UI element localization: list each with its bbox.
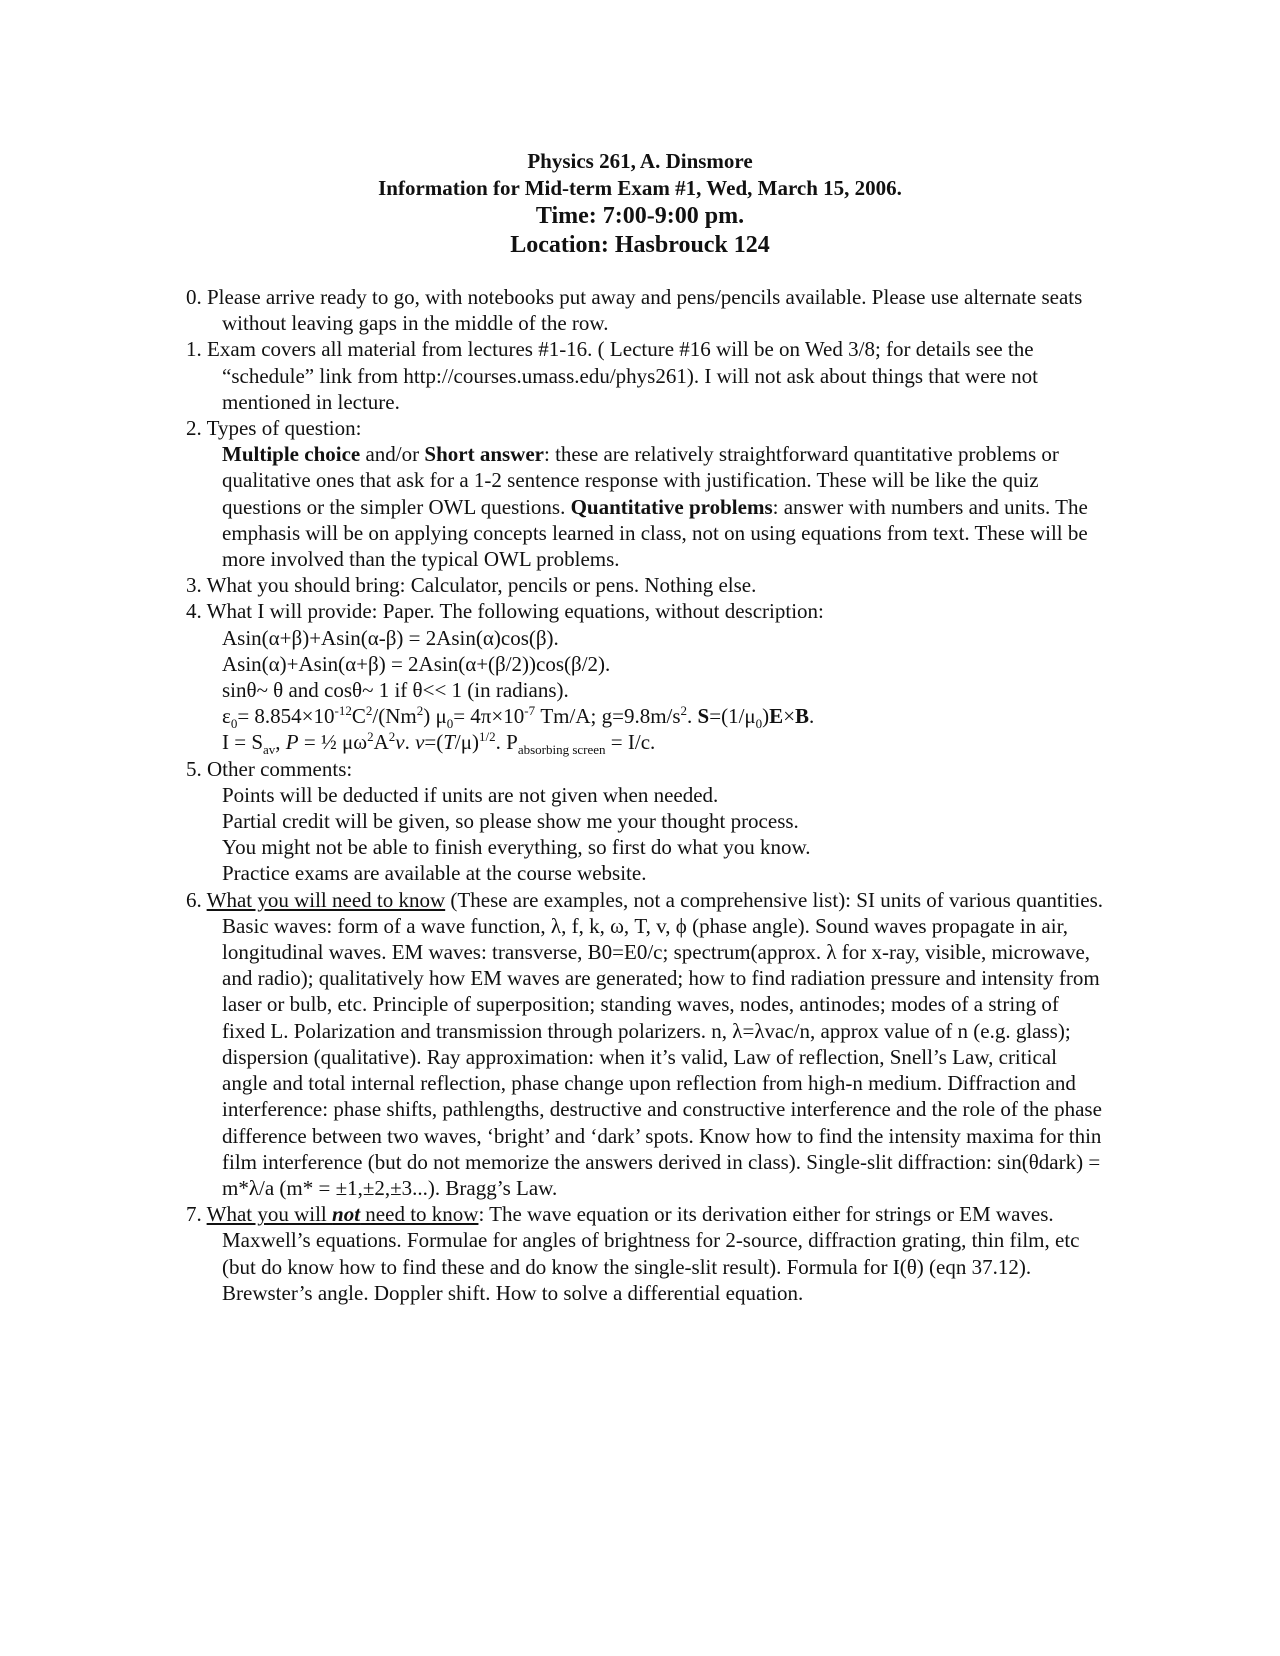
exam-location: Location: Hasbrouck 124 bbox=[510, 232, 770, 258]
comment-1: Points will be deducted if units are not given when needed. bbox=[222, 782, 719, 807]
document-body bbox=[186, 284, 1106, 1306]
eq-sub: av bbox=[263, 742, 276, 758]
item-5-heading: 5. Other comments: bbox=[186, 756, 353, 781]
eq-text: A bbox=[373, 730, 389, 755]
eq-text: . bbox=[687, 704, 698, 729]
eq-text: /μ) bbox=[454, 730, 480, 755]
eq-text: Tm/A; g=9.8m/s bbox=[535, 704, 681, 729]
not-need-label bbox=[207, 1202, 479, 1226]
eq-sub: 0 bbox=[755, 716, 763, 732]
item-1: 1. Exam covers all material from lectures #1-16. ( Lecture #16 will be on Wed 3/8; for details see the “schedule” link from http://courses.umass.edu/phys261). I will not ask about things that were not mentioned in lecture. bbox=[186, 337, 1038, 414]
item-0: 0. Please arrive ready to go, with notebooks put away and pens/pencils available. Please use alternate seats without leaving gaps in the middle of the row. bbox=[186, 285, 1083, 336]
andor-text: and/or bbox=[360, 442, 425, 467]
question-types-text-1: : these are relatively straightforward quantitative problems or qualitative ones that ask for a 1-2 sentence response with justification. These will be like the quiz questions or the simpler OWL questions. bbox=[222, 442, 1059, 519]
eq-sup: -12 bbox=[334, 703, 352, 719]
eq-sub: 0 bbox=[446, 716, 454, 732]
eq-bold: B bbox=[795, 704, 810, 729]
eq-text: = 4π×10 bbox=[453, 704, 525, 729]
eq-italic: T bbox=[443, 730, 455, 755]
course-title: Physics 261, A. Dinsmore bbox=[527, 149, 753, 173]
comment-2: Partial credit will be given, so please show me your thought process. bbox=[222, 809, 799, 834]
eq-text: C bbox=[351, 704, 366, 729]
short-answer-label: Short answer bbox=[424, 442, 544, 467]
eq-text: = 8.854×10 bbox=[237, 704, 335, 729]
item-3: 3. What you should bring: Calculator, pencils or pens. Nothing else. bbox=[186, 573, 757, 598]
eq-italic: v bbox=[415, 730, 425, 755]
eq-text: I = S bbox=[222, 730, 264, 755]
eq-text: =( bbox=[424, 730, 444, 755]
eq-text: ) μ bbox=[423, 704, 447, 729]
eq-text: = ½ μω bbox=[298, 730, 368, 755]
eq-sub: 0 bbox=[230, 716, 238, 732]
eq-sup: -7 bbox=[524, 703, 536, 719]
eq-text: = I/c. bbox=[605, 730, 656, 755]
eq-italic: P bbox=[285, 730, 299, 755]
eq-text: . bbox=[404, 730, 416, 755]
comment-3: You might not be able to finish everything, so first do what you know. bbox=[222, 835, 811, 860]
item-7 bbox=[186, 1201, 1106, 1306]
eq-sup: 2 bbox=[416, 703, 424, 719]
need-to-know-text: (These are examples, not a comprehensive list): SI units of various quantities. Basic waves: form of a wave function, λ, f, k, ω, T, v, ϕ (phase angle). Sound waves propagate in air, longitudinal waves. EM waves: transverse, B0=E0/c; spectrum(approx. λ for x-ray, visible, microwave, and radio); qualitatively how EM waves are generated; how to find radiation pressure and intensity from laser or bulb, etc. Principle of superposition; standing waves, nodes, antinodes; modes of a string of fixed L. Polarization and transmission through polarizers. n, λ=λvac/n, approx value of n (e.g. glass); dispersion (qualitative). Ray approximation: when it’s valid, Law of reflection, Snell’s Law, critical angle and total internal reflection, phase change upon reflection from high-n medium. Diffraction and interference: phase shifts, pathlengths, destructive and constructive interference and the role of the phase difference between two waves, ‘bright’ and ‘dark’ spots. Know how to find the intensity maxima for thin film interference (but do not memorize the answers derived in class). Single-slit diffraction: sin(θdark) = m*λ/a (m* = ±1,±2,±3...). Bragg’s Law. bbox=[222, 887, 1104, 1200]
eq-sup: 2 bbox=[365, 703, 373, 719]
quantitative-problems-label: Quantitative problems bbox=[570, 494, 773, 519]
item-number: 6. bbox=[186, 887, 207, 912]
eq-italic: v bbox=[395, 730, 405, 755]
exam-info-title: Information for Mid-term Exam #1, Wed, March 15, 2006. bbox=[378, 176, 902, 200]
equation-1: Asin(α+β)+Asin(α-β) = 2Asin(α)cos(β). bbox=[222, 625, 559, 650]
item-number: 7. bbox=[186, 1202, 207, 1227]
label-part: What you will bbox=[206, 1202, 333, 1227]
eq-text: × bbox=[783, 704, 796, 729]
item-4-heading: 4. What I will provide: Paper. The following equations, without description: bbox=[186, 599, 824, 624]
eq-text: /(Nm bbox=[372, 704, 417, 729]
equation-2: Asin(α)+Asin(α+β) = 2Asin(α+(β/2))cos(β/2). bbox=[222, 651, 611, 676]
equation-5 bbox=[186, 729, 1106, 758]
need-to-know-label: What you will need to know bbox=[206, 887, 446, 912]
item-2-heading: 2. Types of question: bbox=[186, 416, 362, 441]
item-6 bbox=[186, 887, 1106, 1201]
comment-4: Practice exams are available at the course website. bbox=[222, 861, 647, 886]
exam-time: Time: 7:00-9:00 pm. bbox=[535, 203, 745, 229]
eq-text: ) bbox=[762, 704, 770, 729]
document-header bbox=[0, 148, 1280, 260]
eq-text: . bbox=[809, 704, 815, 729]
multiple-choice-label: Multiple choice bbox=[222, 442, 361, 467]
eq-sub: absorbing screen bbox=[517, 742, 606, 758]
eq-text: , bbox=[275, 730, 286, 755]
eq-text: ε bbox=[222, 704, 231, 729]
label-emphasis: not bbox=[332, 1202, 361, 1227]
eq-sup: 1/2 bbox=[479, 729, 496, 745]
equation-3: sinθ~ θ and cosθ~ 1 if θ<< 1 (in radians). bbox=[222, 678, 569, 703]
eq-sup: 2 bbox=[388, 729, 396, 745]
eq-sup: 2 bbox=[367, 729, 374, 745]
not-need-text: : The wave equation or its derivation either for strings or EM waves. Maxwell’s equations. Formulae for angles of brightness for 2-source, diffraction grating, thin film, etc (but do know how to find these and do know the single-slit result). Formula for I(θ) (eqn 37.12). Brewster’s angle. Doppler shift. How to solve a differential equation. bbox=[222, 1202, 1080, 1305]
eq-text: . P bbox=[495, 730, 518, 755]
eq-bold: S bbox=[697, 704, 710, 729]
eq-bold: E bbox=[769, 704, 784, 729]
eq-text: =(1/μ bbox=[709, 704, 756, 729]
item-2-body bbox=[186, 441, 1106, 572]
question-types-text-2: : answer with numbers and units. The emphasis will be on applying concepts learned in class, not on using equations from text. These will be more involved than the typical OWL problems. bbox=[222, 494, 1088, 572]
eq-sup: 2 bbox=[680, 703, 688, 719]
label-part: need to know bbox=[360, 1202, 479, 1227]
equation-4 bbox=[186, 703, 1106, 732]
